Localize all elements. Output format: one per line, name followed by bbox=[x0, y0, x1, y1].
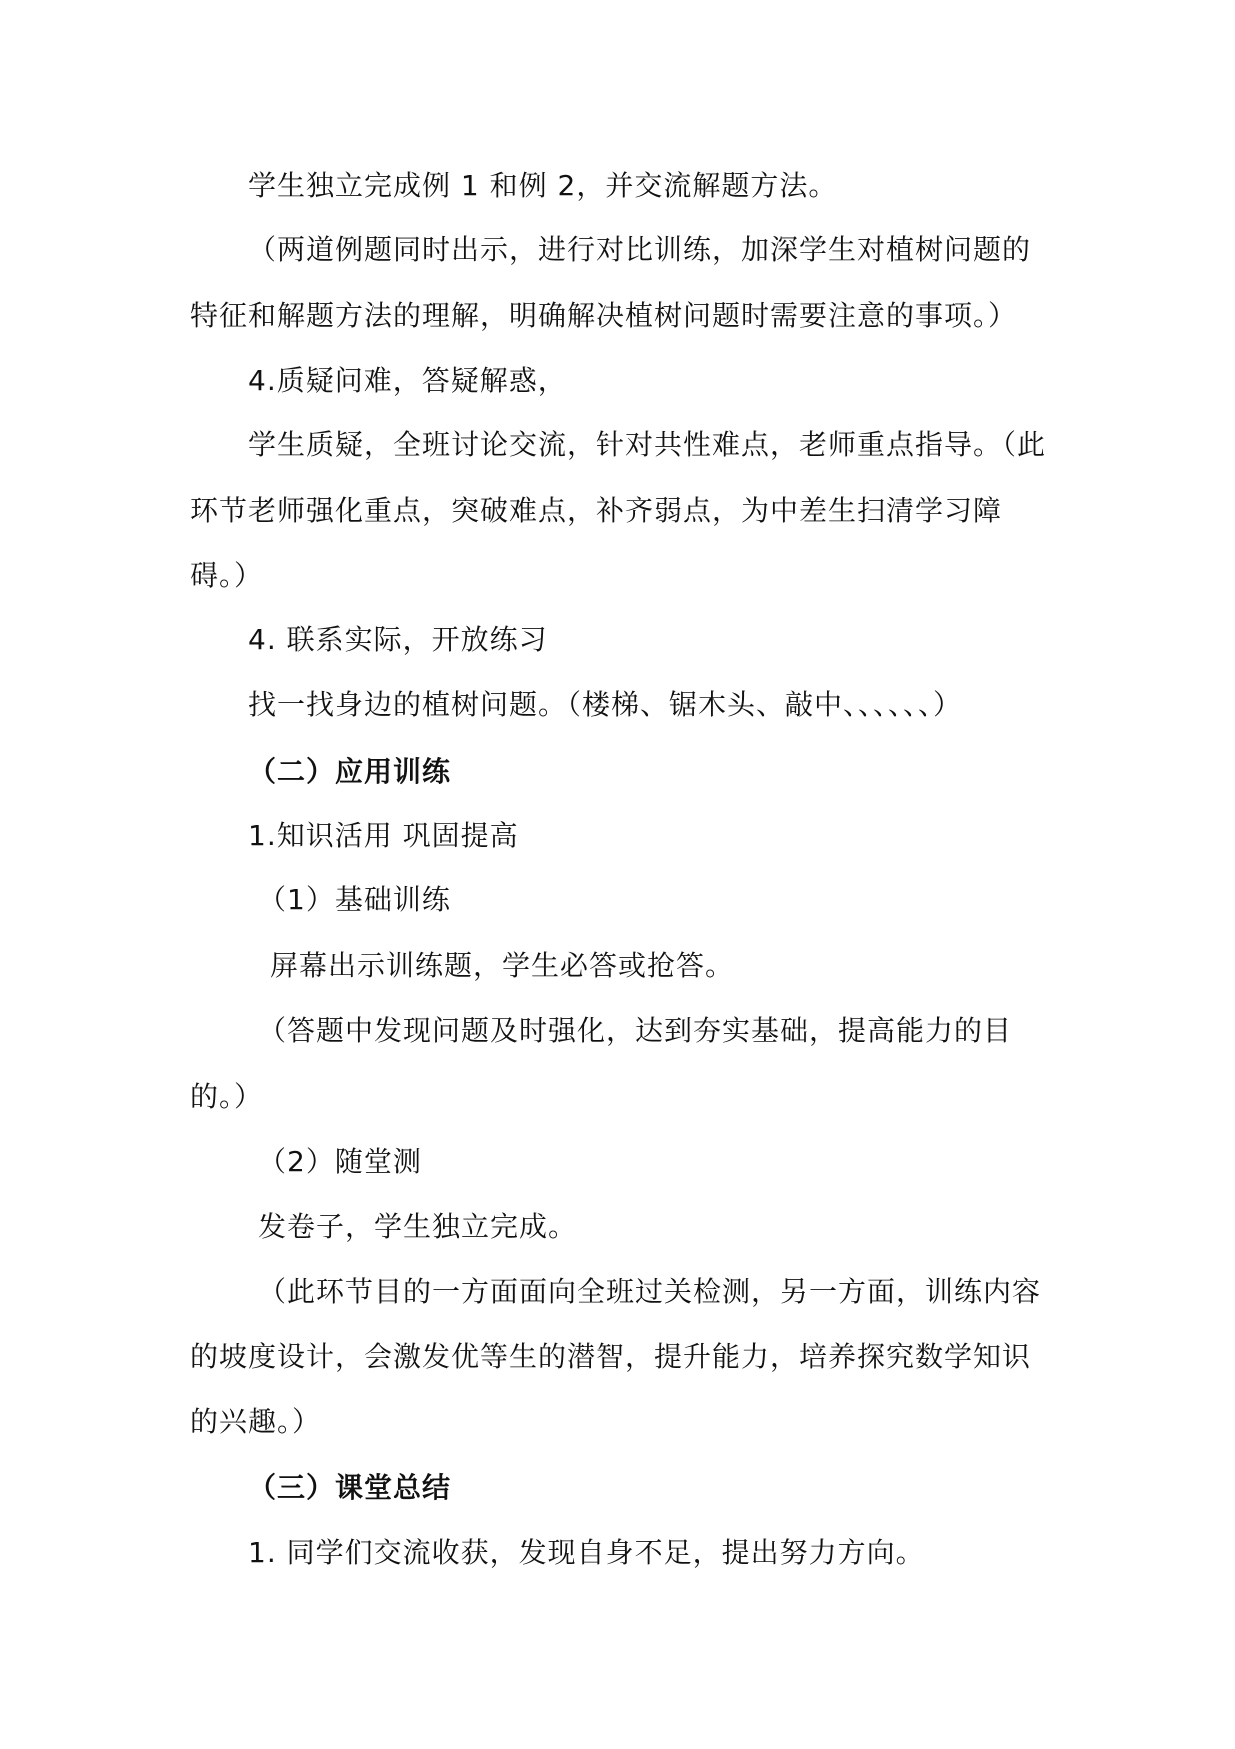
paragraph-line: 的坡度设计，会激发优等生的潜智，提升能力，培养探究数学知识 bbox=[190, 1340, 1032, 1373]
section-heading: （二）应用训练 bbox=[248, 755, 452, 788]
paragraph-line: （1）基础训练 bbox=[258, 883, 451, 916]
paragraph-line: 学生独立完成例 1 和例 2，并交流解题方法。 bbox=[248, 169, 838, 202]
paragraph-line: （两道例题同时出示，进行对比训练，加深学生对植树问题的 bbox=[248, 233, 1032, 266]
paragraph-line: （此环节目的一方面面向全班过关检测，另一方面，训练内容 bbox=[258, 1275, 1042, 1308]
paragraph-line: 的兴趣。） bbox=[190, 1405, 322, 1438]
paragraph-line: （2）随堂测 bbox=[258, 1145, 422, 1178]
section-heading: （三）课堂总结 bbox=[248, 1471, 452, 1504]
paragraph-line: 特征和解题方法的理解，明确解决植树问题时需要注意的事项。） bbox=[190, 299, 1018, 332]
paragraph-line: （答题中发现问题及时强化，达到夯实基础，提高能力的目 bbox=[258, 1014, 1013, 1047]
paragraph-line: 环节老师强化重点，突破难点，补齐弱点，为中差生扫清学习障 bbox=[190, 494, 1003, 527]
paragraph-line: 1. 同学们交流收获，发现自身不足，提出努力方向。 bbox=[248, 1536, 925, 1569]
paragraph-line: 4.质疑问难，答疑解惑， bbox=[248, 364, 567, 397]
paragraph-line: 找一找身边的植树问题。（楼梯、锯木头、敲中、、、、、、） bbox=[248, 688, 963, 721]
paragraph-line: 屏幕出示训练题，学生必答或抢答。 bbox=[270, 949, 735, 982]
paragraph-line: 4. 联系实际，开放练习 bbox=[248, 623, 548, 656]
paragraph-line: 碍。） bbox=[190, 559, 264, 592]
paragraph-line: 发卷子，学生独立完成。 bbox=[258, 1210, 578, 1243]
paragraph-line: 学生质疑，全班讨论交流，针对共性难点，老师重点指导。（此 bbox=[248, 428, 1047, 461]
paragraph-line: 的。） bbox=[190, 1080, 264, 1113]
paragraph-line: 1.知识活用 巩固提高 bbox=[248, 819, 519, 852]
